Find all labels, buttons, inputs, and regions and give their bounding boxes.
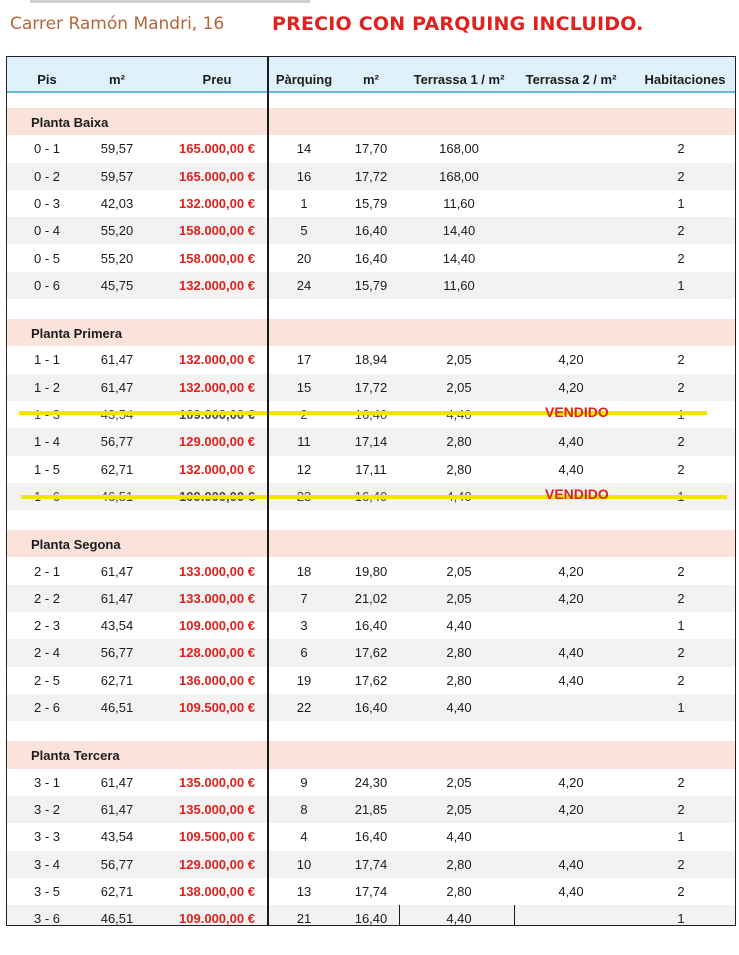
cell-t2: 4,40	[558, 672, 584, 688]
cell-pm2: 15,79	[354, 195, 388, 211]
cell-t1: 168,00	[439, 141, 479, 157]
cell-pis: 1 - 1	[33, 352, 60, 368]
apartment-row	[7, 823, 735, 850]
cell-pm2: 18,94	[354, 352, 388, 368]
cell-pm2: 17,74	[354, 883, 388, 899]
cell-m2: 61,47	[100, 774, 134, 790]
cell-hab: 2	[677, 590, 685, 606]
cell-parq: 24	[296, 277, 312, 293]
cell-pm2: 17,72	[354, 379, 388, 395]
top-cropped-line	[30, 0, 310, 3]
cell-preu: 136.000,00 €	[179, 672, 255, 688]
cell-preu: 129.000,00 €	[179, 434, 255, 450]
cell-hab: 2	[677, 856, 685, 872]
cell-parq: 19	[296, 672, 312, 688]
cell-t2: 4,40	[558, 856, 584, 872]
cell-hab: 2	[677, 352, 685, 368]
cell-m2: 42,03	[100, 195, 134, 211]
cell-m2: 55,20	[100, 223, 134, 239]
sold-strike-bar	[21, 495, 727, 499]
cell-pis: 0 - 5	[33, 250, 60, 266]
cell-pis: 0 - 2	[33, 168, 60, 184]
cell-t2	[519, 612, 623, 639]
cell-t1: 4,40	[446, 829, 472, 845]
cell-m2: 43,54	[100, 829, 134, 845]
cell-preu: 132.000,00 €	[179, 352, 255, 368]
cell-hab: 2	[677, 883, 685, 899]
cell-parq: 16	[296, 168, 312, 184]
cell-preu: 135.000,00 €	[179, 774, 255, 790]
cell-pis: 0 - 4	[33, 223, 60, 239]
apartment-row	[7, 694, 735, 721]
apartment-row	[7, 456, 735, 483]
cell-preu: 132.000,00 €	[179, 379, 255, 395]
column-header: Preu	[202, 72, 232, 87]
parking-included-notice: PRECIO CON PARQUING INCLUIDO.	[272, 13, 644, 35]
cell-m2: 62,71	[100, 672, 134, 688]
apartment-row	[7, 135, 735, 162]
cell-hab: 1	[677, 911, 685, 926]
cell-preu: 109.500,00 €	[179, 700, 255, 715]
cell-m2: 43,54	[100, 618, 134, 634]
cell-preu: 132.000,00 €	[179, 277, 255, 293]
cell-t2: 4,40	[558, 645, 584, 661]
column-header: Pàrquing	[275, 72, 333, 87]
sold-label: VENDIDO	[545, 485, 609, 502]
cell-m2: 46,51	[100, 911, 134, 926]
cell-t2: 4,40	[558, 883, 584, 899]
cell-preu: 165.000,00 €	[179, 168, 255, 184]
cell-preu: 158.000,00 €	[179, 223, 255, 239]
apartment-row	[7, 851, 735, 878]
cell-m2: 61,47	[100, 352, 134, 368]
apartment-row	[7, 374, 735, 401]
cell-t2: 4,40	[558, 461, 584, 477]
apartment-row	[7, 585, 735, 612]
cell-t1: 2,05	[446, 379, 472, 395]
cell-m2: 55,20	[100, 250, 134, 266]
cell-t2: 4,20	[558, 563, 584, 579]
cell-m2: 59,57	[100, 141, 134, 157]
cell-preu: 132.000,00 €	[179, 195, 255, 211]
cell-hab: 1	[677, 700, 685, 715]
cell-pis: 2 - 4	[33, 645, 60, 661]
section-title: Planta Primera	[31, 326, 123, 342]
section-header-row	[7, 530, 735, 557]
cell-pm2: 16,40	[354, 223, 388, 239]
section-header-row	[7, 741, 735, 768]
cell-t1: 11,60	[443, 195, 475, 211]
cell-pis: 3 - 3	[33, 829, 60, 845]
cell-m2: 61,47	[100, 379, 134, 395]
cell-m2: 61,47	[100, 590, 134, 606]
cell-m2: 45,75	[100, 277, 134, 293]
column-header: m²	[363, 72, 379, 87]
cell-pm2: 21,02	[354, 590, 388, 606]
cell-parq: 22	[296, 700, 312, 715]
apartment-row-sold	[7, 483, 735, 510]
column-divider	[267, 57, 269, 926]
cell-preu: 165.000,00 €	[179, 141, 255, 157]
cell-pm2: 17,11	[355, 461, 387, 477]
cell-preu: 128.000,00 €	[179, 645, 255, 661]
cell-hab: 2	[677, 563, 685, 579]
cell-hab: 1	[677, 618, 685, 634]
cell-parq: 1	[300, 195, 308, 211]
cell-t1: 11,60	[443, 277, 475, 293]
apartment-row	[7, 796, 735, 823]
cell-t1: 2,80	[446, 434, 472, 450]
cell-t1: 2,05	[446, 801, 472, 817]
apartment-row	[7, 878, 735, 905]
cell-pm2: 17,14	[354, 434, 388, 450]
cell-preu: 158.000,00 €	[179, 250, 255, 266]
cell-pm2: 16,40	[354, 618, 388, 634]
cell-hab: 2	[677, 168, 685, 184]
cell-parq: 7	[300, 590, 308, 606]
apartment-row	[7, 217, 735, 244]
cell-pm2: 21,85	[354, 801, 388, 817]
section-title: Planta Baixa	[31, 115, 109, 130]
column-header: Habitaciones	[644, 72, 726, 87]
cell-m2: 56,77	[100, 434, 134, 450]
cell-pis: 2 - 5	[33, 672, 60, 688]
cell-hab: 2	[677, 379, 685, 395]
cell-hab: 1	[677, 195, 685, 211]
apartment-row	[7, 769, 735, 796]
section-header-row	[7, 108, 735, 135]
cell-preu: 133.000,00 €	[179, 590, 255, 606]
cell-pis: 3 - 4	[33, 856, 60, 872]
cell-m2: 59,57	[100, 168, 134, 184]
cell-parq: 5	[300, 223, 308, 239]
cell-t1: 14,40	[442, 223, 476, 239]
cell-pis: 3 - 2	[33, 801, 60, 817]
cell-pm2: 17,62	[354, 672, 388, 688]
address-text: Carrer Ramón Mandri, 16	[10, 14, 225, 34]
cell-m2: 61,47	[100, 563, 134, 579]
cell-hab: 2	[677, 250, 685, 266]
section-title: Planta Segona	[31, 537, 121, 553]
cell-t2	[519, 190, 623, 217]
column-header: Pis	[37, 72, 57, 87]
cell-t1: 2,80	[446, 461, 472, 477]
apartment-row-sold	[7, 401, 735, 428]
cell-t2	[519, 272, 623, 299]
cell-parq: 18	[296, 563, 312, 579]
cell-pm2: 16,40	[354, 829, 388, 845]
cell-m2: 56,77	[100, 645, 134, 661]
section-title: Planta Tercera	[31, 748, 120, 764]
cell-t1: 2,05	[446, 590, 472, 606]
apartment-price-table	[6, 56, 736, 926]
cell-t1: 4,40	[446, 700, 472, 715]
apartment-row	[7, 346, 735, 373]
cell-preu: 109.000,00 €	[179, 618, 255, 634]
cell-parq: 20	[296, 250, 312, 266]
cell-pis: 0 - 1	[33, 141, 60, 157]
cell-t1: 4,40	[446, 618, 472, 634]
cell-t1: 2,05	[446, 563, 472, 579]
cell-t1: 2,05	[446, 774, 472, 790]
cell-pis: 3 - 6	[33, 911, 60, 926]
cell-t2: 4,20	[558, 379, 584, 395]
cell-parq: 3	[300, 618, 308, 634]
cell-parq: 6	[300, 645, 308, 661]
table-header-row	[7, 57, 735, 93]
cell-hab: 2	[677, 223, 685, 239]
cell-pis: 0 - 6	[33, 277, 60, 293]
cell-parq: 14	[296, 141, 312, 157]
cell-divider	[514, 905, 515, 926]
cell-t2	[519, 905, 623, 926]
cell-t2	[519, 245, 623, 272]
apartment-row	[7, 190, 735, 217]
cell-parq: 4	[300, 829, 308, 845]
cell-pm2: 15,79	[354, 277, 388, 293]
cell-pm2: 16,40	[354, 250, 388, 266]
cell-pis: 2 - 6	[33, 700, 60, 715]
apartment-row	[7, 558, 735, 585]
cell-pis: 1 - 4	[33, 434, 60, 450]
cell-preu: 132.000,00 €	[179, 461, 255, 477]
cell-pis: 3 - 1	[33, 774, 60, 790]
cell-t2	[519, 217, 623, 244]
cell-m2: 62,71	[100, 461, 134, 477]
cell-hab: 2	[677, 774, 685, 790]
cell-parq: 17	[296, 352, 312, 368]
cell-pm2: 16,40	[354, 700, 388, 715]
cell-t2: 4,20	[558, 590, 584, 606]
cell-hab: 2	[677, 801, 685, 817]
cell-hab: 1	[677, 277, 685, 293]
cell-pm2: 17,74	[354, 856, 388, 872]
cell-hab: 2	[677, 645, 685, 661]
cell-t1: 2,80	[446, 883, 472, 899]
cell-parq: 21	[296, 911, 312, 926]
cell-pis: 0 - 3	[33, 195, 60, 211]
cell-t2	[519, 163, 623, 190]
cell-pis: 2 - 2	[33, 590, 60, 606]
cell-t2	[519, 135, 623, 162]
cell-parq: 12	[296, 461, 312, 477]
cell-t1: 2,80	[446, 856, 472, 872]
cell-m2: 62,71	[100, 883, 134, 899]
cell-preu: 109.500,00 €	[179, 829, 255, 845]
cell-t2: 4,20	[558, 774, 584, 790]
apartment-row	[7, 163, 735, 190]
apartment-row	[7, 612, 735, 639]
cell-hab: 2	[677, 461, 685, 477]
cell-divider	[399, 905, 400, 926]
cell-preu: 129.000,00 €	[179, 856, 255, 872]
apartment-row	[7, 667, 735, 694]
cell-preu: 109.000,00 €	[179, 911, 255, 926]
apartment-row	[7, 272, 735, 299]
cell-parq: 13	[296, 883, 312, 899]
cell-t1: 168,00	[439, 168, 479, 184]
cell-pis: 3 - 5	[33, 883, 60, 899]
column-header: Terrassa 1 / m²	[413, 72, 505, 87]
cell-pm2: 17,62	[354, 645, 388, 661]
sold-label: VENDIDO	[545, 404, 609, 420]
cell-pis: 1 - 5	[33, 461, 60, 477]
cell-t1: 14,40	[442, 250, 476, 266]
cell-parq: 11	[297, 434, 311, 450]
section-header-row	[7, 319, 735, 346]
cell-pis: 2 - 1	[33, 563, 60, 579]
cell-hab: 2	[677, 141, 685, 157]
cell-hab: 2	[677, 434, 685, 450]
cell-pm2: 17,72	[354, 168, 388, 184]
apartment-row	[7, 639, 735, 666]
cell-t1: 4,40	[446, 911, 472, 926]
cell-t2: 4,20	[558, 352, 584, 368]
cell-pis: 2 - 3	[33, 618, 60, 634]
cell-pm2: 16,40	[354, 911, 388, 926]
cell-t2: 4,40	[558, 434, 584, 450]
cell-t1: 2,80	[446, 672, 472, 688]
cell-m2: 46,51	[100, 700, 134, 715]
apartment-row	[7, 428, 735, 455]
cell-t2	[519, 823, 623, 850]
apartment-row	[7, 245, 735, 272]
cell-m2: 56,77	[100, 856, 134, 872]
cell-t2	[519, 694, 623, 721]
column-header: Terrassa 2 / m²	[525, 72, 617, 87]
cell-hab: 2	[677, 672, 685, 688]
column-header: m²	[109, 72, 125, 87]
cell-parq: 8	[300, 801, 308, 817]
cell-pm2: 19,80	[354, 563, 388, 579]
cell-pm2: 24,30	[354, 774, 388, 790]
cell-m2: 61,47	[100, 801, 134, 817]
cell-t2: 4,20	[558, 801, 584, 817]
cell-parq: 9	[300, 774, 308, 790]
cell-preu: 138.000,00 €	[179, 883, 255, 899]
cell-preu: 135.000,00 €	[179, 801, 255, 817]
cell-parq: 10	[296, 856, 312, 872]
cell-parq: 15	[296, 379, 312, 395]
cell-hab: 1	[677, 829, 685, 845]
cell-t1: 2,05	[446, 352, 472, 368]
cell-preu: 133.000,00 €	[179, 563, 255, 579]
cell-pm2: 17,70	[354, 141, 388, 157]
cell-pis: 1 - 2	[33, 379, 60, 395]
apartment-row	[7, 905, 735, 926]
cell-t1: 2,80	[446, 645, 472, 661]
